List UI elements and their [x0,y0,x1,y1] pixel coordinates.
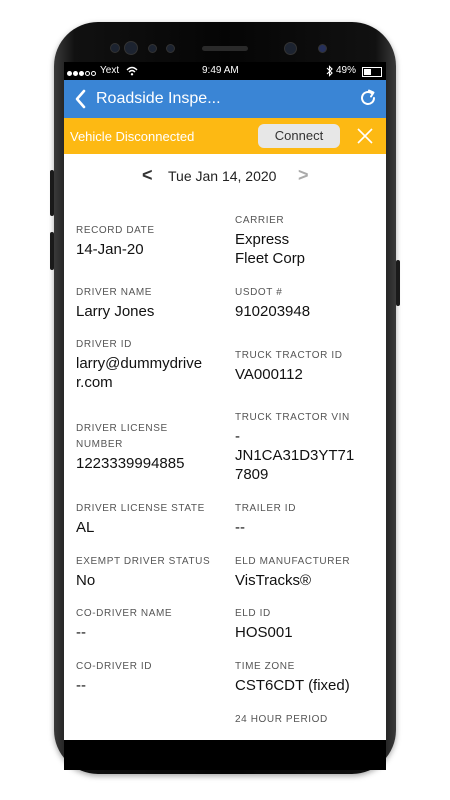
record-date-field [76,224,226,259]
bluetooth-icon [326,65,334,77]
bixby-button [50,232,54,270]
field-value [235,427,385,484]
field-label: TIME ZONE [235,661,295,672]
field-value: Larry Jones [76,303,155,320]
truck-tractor-id-field [235,349,385,384]
eld-manufacturer-field [235,555,385,590]
field-value: CST6CDT (fixed) [235,677,350,694]
carrier-field [235,214,385,268]
field-value: -- [76,624,86,641]
co-driver-id-field [76,660,226,695]
exempt-driver-status-field [76,555,226,590]
trailer-id-field [235,502,385,537]
driver-license-state-field [76,502,226,537]
field-label: TRUCK TRACTOR ID [235,350,343,361]
wifi-icon [126,66,138,76]
value-line: Express [235,231,290,248]
field-label: ELD MANUFACTURER [235,556,351,567]
battery-percent: 49% [336,65,357,76]
field-label: 24 HOUR PERIOD [235,714,328,725]
field-label: DRIVER ID [76,339,132,350]
field-label: CO-DRIVER NAME [76,608,173,619]
field-label: ELD ID [235,608,271,619]
sensor-dot [148,44,157,53]
refresh-icon[interactable] [358,88,378,108]
field-label: EXEMPT DRIVER STATUS [76,556,211,567]
selfie-camera-icon [284,42,297,55]
connection-banner [64,118,386,154]
field-value: AL [76,519,95,536]
driver-name-field [76,286,226,321]
field-value: 14-Jan-20 [76,241,144,258]
signal-strength-icon [67,68,97,79]
back-chevron-icon[interactable] [72,88,90,110]
date-selector [64,162,386,190]
field-label: DRIVER NAME [76,287,153,298]
field-value: -- [235,519,245,536]
field-label: CARRIER [235,215,285,226]
next-arrow-icon[interactable]: > [298,165,309,185]
value-line: 7809 [235,466,269,483]
value-line: JN1CA31D3YT71 [235,447,355,464]
connect-button[interactable]: Connect [258,124,340,148]
driver-id-field [76,338,226,392]
field-value: VisTracks® [235,572,312,589]
field-value [76,354,226,392]
value-line: larry@dummydrive [76,355,203,372]
field-value: -- [76,677,86,694]
field-value: 910203948 [235,303,311,320]
sensor-dot [166,44,175,53]
close-icon[interactable] [356,126,374,146]
field-label: USDOT # [235,287,283,298]
field-label: RECORD DATE [76,225,155,236]
24-hour-period-field [235,713,385,726]
battery-icon [362,67,382,77]
field-value: 1223339994885 [76,455,185,472]
value-line: Fleet Corp [235,250,306,267]
status-bar [64,62,386,80]
connection-status-text: Vehicle Disconnected [70,129,195,144]
field-label: DRIVER LICENSE [76,423,168,434]
earpiece-speaker [202,46,248,51]
time-zone-field [235,660,385,695]
field-value: HOS001 [235,624,293,641]
volume-button [50,170,54,216]
eld-id-field [235,607,385,642]
iris-sensor-icon [318,44,327,53]
front-camera-icon [124,41,138,55]
bottom-bezel [64,740,386,770]
co-driver-name-field [76,607,226,642]
field-label: CO-DRIVER ID [76,661,153,672]
power-button [396,260,400,306]
field-value: VA000112 [235,366,303,383]
app-screen [64,62,386,740]
page-title: Roadside Inspe... [96,90,221,107]
carrier-name: Yext [100,65,120,76]
field-value [235,230,385,268]
selected-date: Tue Jan 14, 2020 [168,168,277,184]
field-label: DRIVER LICENSE STATE [76,503,205,514]
truck-tractor-vin-field [235,411,385,484]
clock: 9:49 AM [202,65,239,76]
field-label: NUMBER [76,439,123,450]
field-value: No [76,572,96,589]
usdot-field [235,286,385,321]
nav-bar [64,80,386,118]
prev-arrow-icon[interactable]: < [142,165,153,185]
field-label: TRAILER ID [235,503,297,514]
sensor-dot [110,43,120,53]
driver-license-number-field [76,422,226,473]
value-line: - [235,428,240,445]
value-line: r.com [76,374,113,391]
field-label: TRUCK TRACTOR VIN [235,412,350,423]
